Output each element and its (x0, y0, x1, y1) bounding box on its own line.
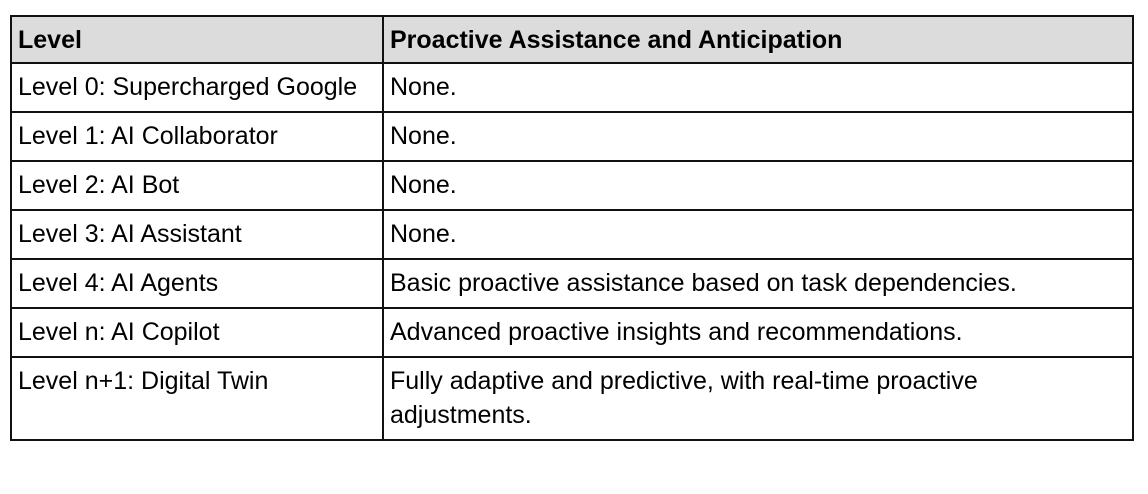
column-header-proactive-assistance: Proactive Assistance and Anticipation (383, 16, 1133, 63)
table-row (11, 112, 1133, 161)
table-row (11, 259, 1133, 308)
table-row (11, 357, 1133, 440)
assistance-cell: None. (383, 63, 1133, 112)
assistance-cell: None. (383, 161, 1133, 210)
table-row (11, 161, 1133, 210)
level-cell: Level n+1: Digital Twin (11, 357, 383, 440)
table-row (11, 63, 1133, 112)
table-body (11, 63, 1133, 440)
assistance-cell: Advanced proactive insights and recommendations. (383, 308, 1133, 357)
level-cell: Level n: AI Copilot (11, 308, 383, 357)
level-cell: Level 1: AI Collaborator (11, 112, 383, 161)
level-cell: Level 2: AI Bot (11, 161, 383, 210)
level-cell: Level 4: AI Agents (11, 259, 383, 308)
assistance-cell: Fully adaptive and predictive, with real-time proactive adjustments. (383, 357, 1133, 440)
column-header-level: Level (11, 16, 383, 63)
assistance-cell: None. (383, 112, 1133, 161)
level-cell: Level 3: AI Assistant (11, 210, 383, 259)
level-cell: Level 0: Supercharged Google (11, 63, 383, 112)
table-row (11, 308, 1133, 357)
levels-table (10, 15, 1134, 441)
header-row (11, 16, 1133, 63)
table-row (11, 210, 1133, 259)
table-header (11, 16, 1133, 63)
assistance-cell: Basic proactive assistance based on task dependencies. (383, 259, 1133, 308)
assistance-cell: None. (383, 210, 1133, 259)
